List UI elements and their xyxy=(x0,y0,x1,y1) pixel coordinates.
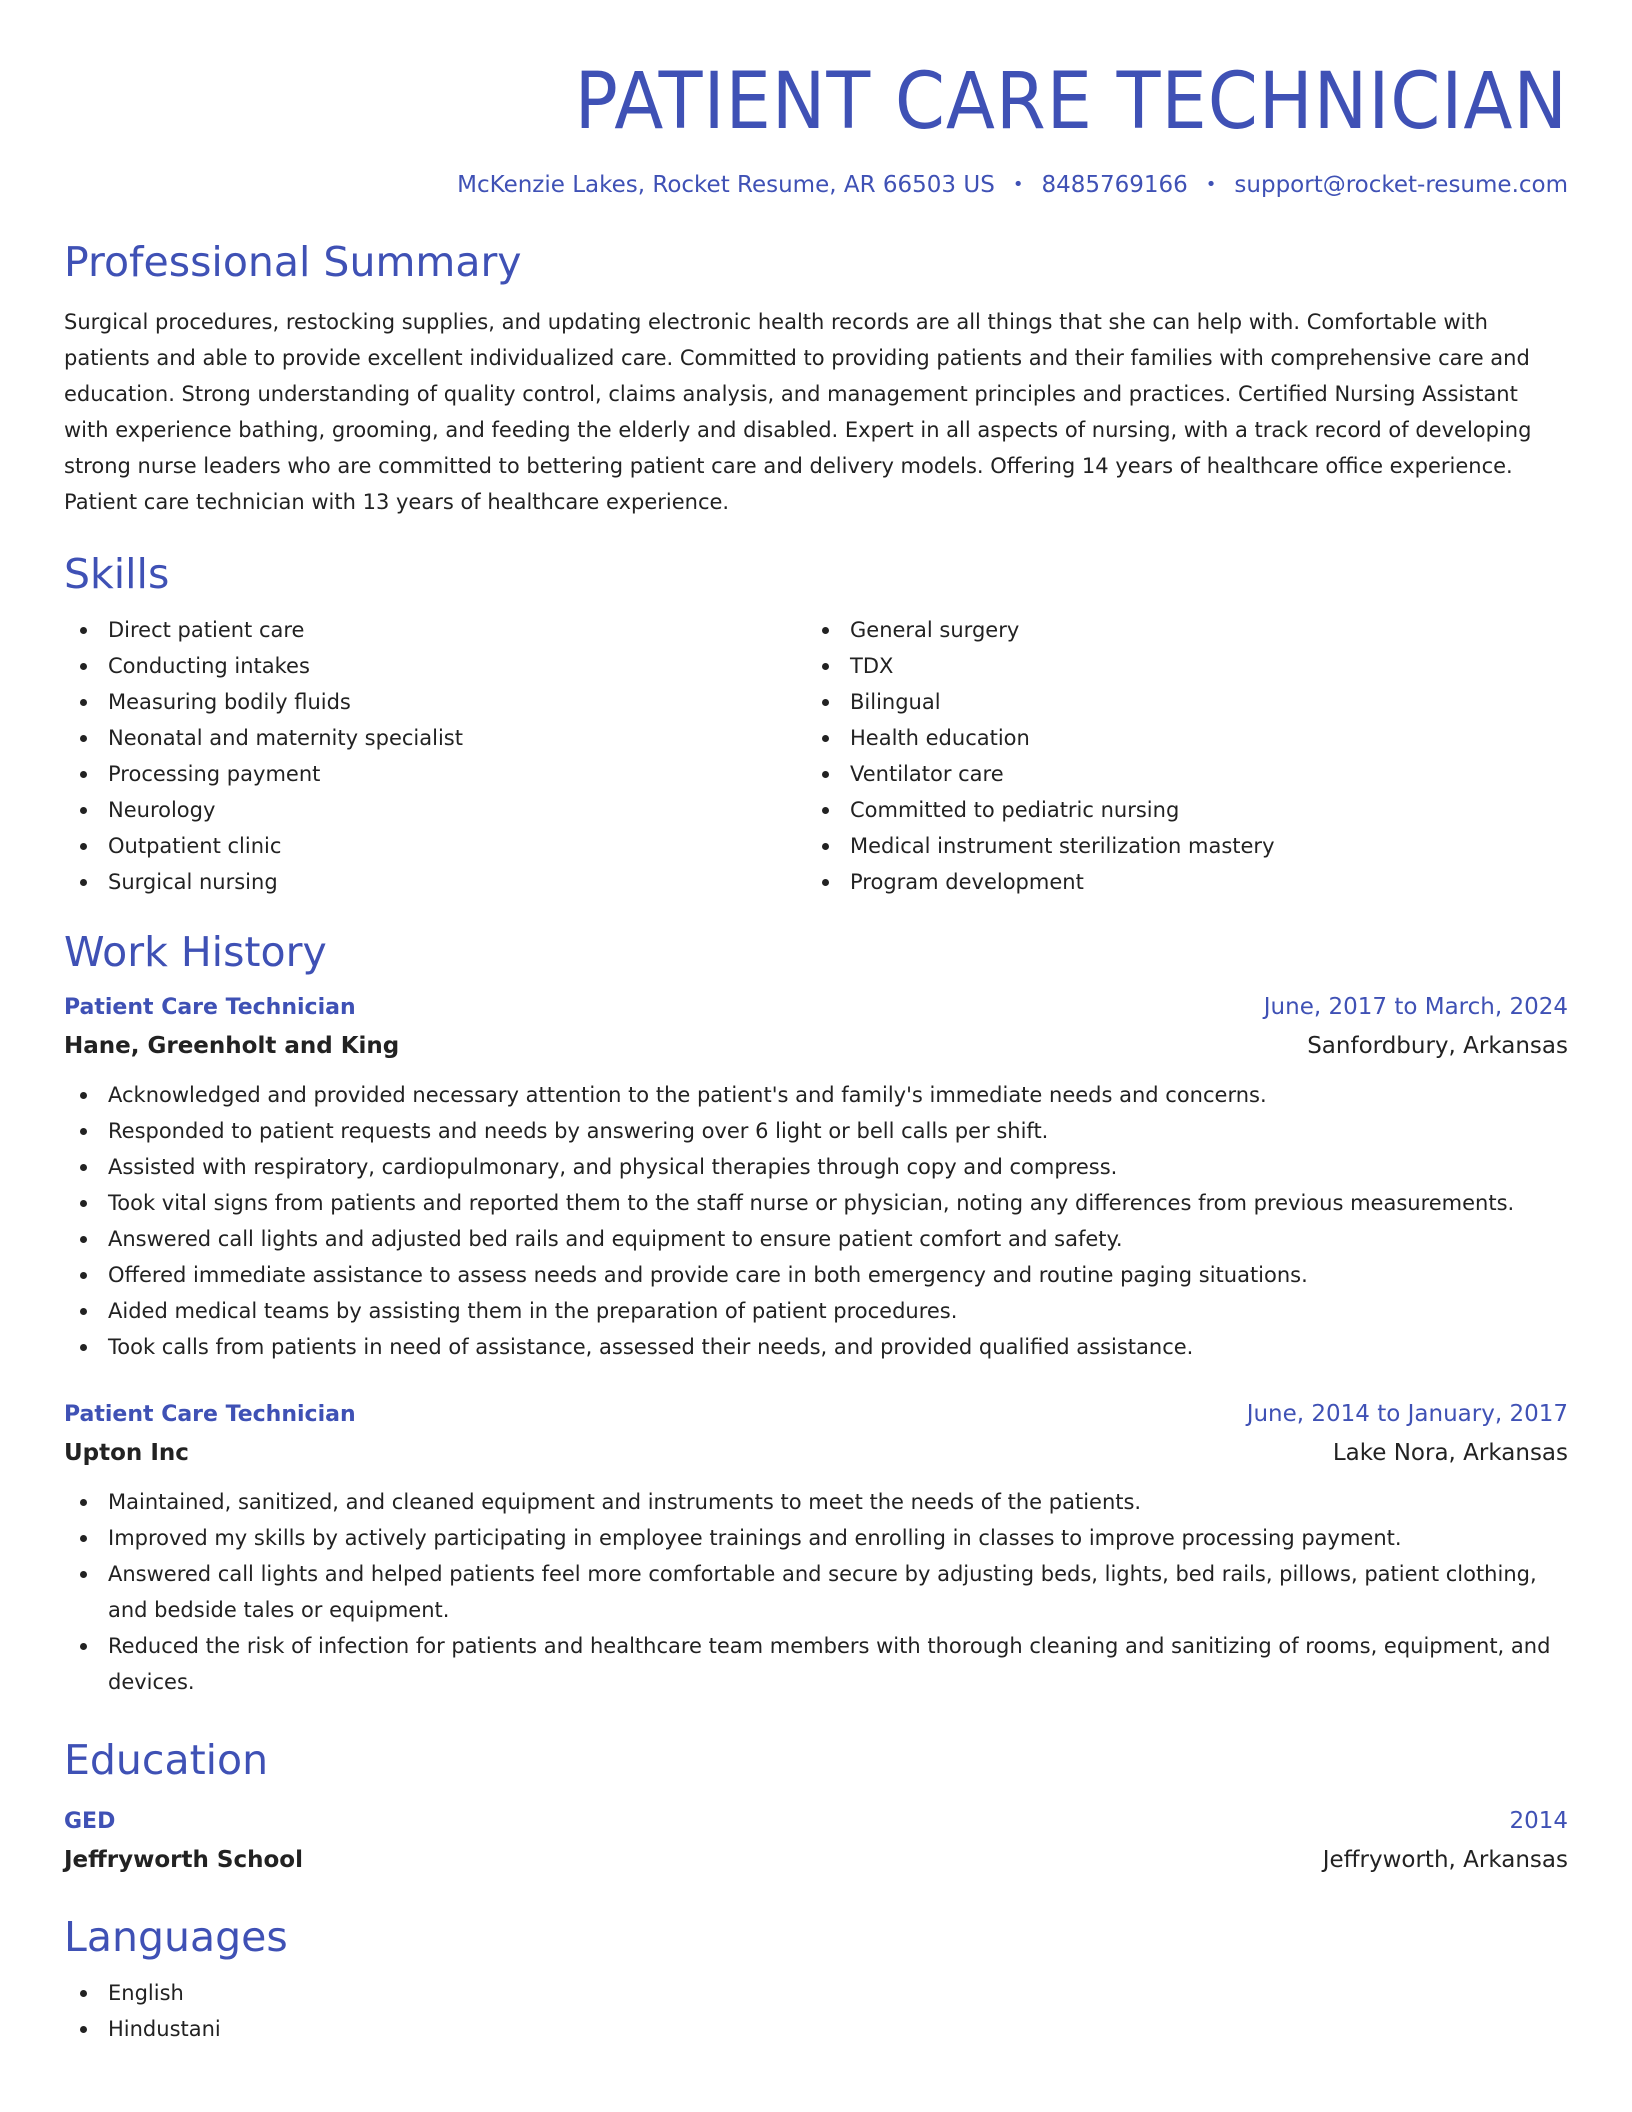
job-header-row xyxy=(64,988,1568,1027)
language-item: Hindustani xyxy=(64,2011,1568,2047)
skill-item: Outpatient clinic xyxy=(64,828,806,864)
summary-text: Surgical procedures, restocking supplies, and updating electronic health records are all things that she can help with. Comfortable with patients and able to provide excellent individualized care. Committed to providing patients and their families with comprehensive care and education. Strong understanding of quality control, claims analysis, and management principles and practices. Certified Nursing Assistant with experience bathing, grooming, and feeding the elderly and disabled. Expert in all aspects of nursing, with a track record of developing strong nurse leaders who are committed to bettering patient care and delivery models. Offering 14 years of healthcare office experience. Patient care technician with 13 years of healthcare experience. xyxy=(64,310,1532,514)
skills-heading: Skills xyxy=(64,550,170,598)
education-school: Jeffryworth School xyxy=(64,1847,303,1873)
job-title: Patient Care Technician xyxy=(64,995,356,1020)
contact-line xyxy=(64,170,1568,200)
skills-columns xyxy=(64,612,1568,900)
job-duty: Answered call lights and adjusted bed rails and equipment to ensure patient comfort and safety. xyxy=(64,1221,1568,1257)
job-duties-list xyxy=(64,1077,1568,1365)
skill-item: Medical instrument sterilization mastery xyxy=(806,828,1548,864)
contact-separator: • xyxy=(1012,174,1024,195)
job-duty: Reduced the risk of infection for patients and healthcare team members with thorough cleaning and sanitizing of rooms, equipment, and devices. xyxy=(64,1628,1568,1700)
job-dates: June, 2014 to January, 2017 xyxy=(1246,1401,1568,1427)
job-company: Upton Inc xyxy=(64,1440,189,1466)
language-item: English xyxy=(64,1975,1568,2011)
skill-item: Surgical nursing xyxy=(64,864,806,900)
skill-item: Conducting intakes xyxy=(64,648,806,684)
skill-item: Bilingual xyxy=(806,684,1548,720)
job-duty: Improved my skills by actively participating in employee trainings and enrolling in classes to improve processing payment. xyxy=(64,1520,1568,1556)
contact-email: support@rocket-resume.com xyxy=(1234,172,1568,198)
job-duty: Answered call lights and helped patients feel more comfortable and secure by adjusting beds, lights, bed rails, pillows, patient clothing, and bedside tales or equipment. xyxy=(64,1556,1568,1628)
skill-item: Ventilator care xyxy=(806,756,1548,792)
education-school-row xyxy=(64,1841,1568,1879)
job-duty: Offered immediate assistance to assess needs and provide care in both emergency and routine paging situations. xyxy=(64,1257,1568,1293)
job-duty: Aided medical teams by assisting them in the preparation of patient procedures. xyxy=(64,1293,1568,1329)
skill-item: Direct patient care xyxy=(64,612,806,648)
skills-list-right xyxy=(806,612,1548,900)
skills-list-left xyxy=(64,612,806,900)
skill-item: Neurology xyxy=(64,792,806,828)
job-duty: Assisted with respiratory, cardiopulmonary, and physical therapies through copy and compress. xyxy=(64,1149,1568,1185)
skill-item: Measuring bodily fluids xyxy=(64,684,806,720)
job-duty: Acknowledged and provided necessary attention to the patient's and family's immediate needs and concerns. xyxy=(64,1077,1568,1113)
job-dates: June, 2017 to March, 2024 xyxy=(1263,994,1568,1020)
skill-item: Committed to pediatric nursing xyxy=(806,792,1548,828)
contact-separator: • xyxy=(1205,174,1217,195)
job-title: Patient Care Technician xyxy=(64,1402,356,1427)
skill-item: Neonatal and maternity specialist xyxy=(64,720,806,756)
skill-item: Processing payment xyxy=(64,756,806,792)
job-duties-list xyxy=(64,1484,1568,1700)
education-degree: GED xyxy=(64,1809,116,1834)
education-entry xyxy=(64,1802,1568,1879)
job-location: Lake Nora, Arkansas xyxy=(1332,1440,1568,1466)
education-location: Jeffryworth, Arkansas xyxy=(1322,1847,1568,1873)
contact-phone: 8485769166 xyxy=(1041,172,1188,198)
job-duty: Responded to patient requests and needs by answering over 6 light or bell calls per shift. xyxy=(64,1113,1568,1149)
job-company-row xyxy=(64,1434,1568,1472)
job-entry xyxy=(64,1395,1568,1700)
work-history-heading: Work History xyxy=(64,928,327,976)
languages-heading: Languages xyxy=(64,1913,288,1961)
education-year: 2014 xyxy=(1509,1808,1568,1834)
summary-heading: Professional Summary xyxy=(64,238,522,286)
job-entry xyxy=(64,988,1568,1365)
education-header-row xyxy=(64,1802,1568,1841)
skill-item: General surgery xyxy=(806,612,1548,648)
education-heading: Education xyxy=(64,1736,269,1784)
resume-name: PATIENT CARE TECHNICIAN xyxy=(574,57,1568,147)
skill-item: TDX xyxy=(806,648,1548,684)
job-duty: Took vital signs from patients and reported them to the staff nurse or physician, noting any differences from previous measurements. xyxy=(64,1185,1568,1221)
job-location: Sanfordbury, Arkansas xyxy=(1307,1033,1568,1059)
skill-item: Health education xyxy=(806,720,1548,756)
contact-address: McKenzie Lakes, Rocket Resume, AR 66503 US xyxy=(457,172,995,198)
job-company-row xyxy=(64,1027,1568,1065)
languages-list xyxy=(64,1975,1568,2047)
job-duty: Took calls from patients in need of assistance, assessed their needs, and provided qualified assistance. xyxy=(64,1329,1568,1365)
job-header-row xyxy=(64,1395,1568,1434)
job-duty: Maintained, sanitized, and cleaned equipment and instruments to meet the needs of the patients. xyxy=(64,1484,1568,1520)
skill-item: Program development xyxy=(806,864,1548,900)
job-company: Hane, Greenholt and King xyxy=(64,1033,400,1059)
